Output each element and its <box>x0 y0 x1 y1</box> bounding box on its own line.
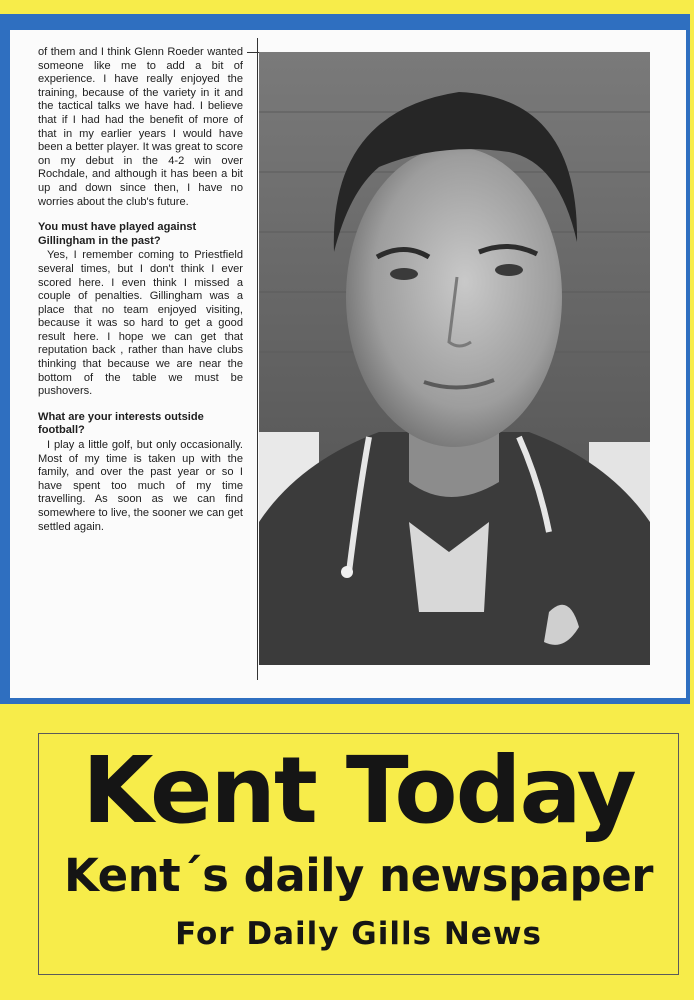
advert-subtitle: Kent´s daily newspaper <box>64 849 653 902</box>
question-heading-2: What are your interests outside football? <box>38 410 204 437</box>
player-portrait-photo <box>259 52 650 665</box>
photo-corner-mark <box>247 52 259 53</box>
advert-title: Kent Today <box>82 737 635 844</box>
question-heading-1: You must have played against Gillingham in the past? <box>38 221 197 247</box>
kent-today-advert <box>38 733 679 975</box>
article-column <box>38 46 243 534</box>
column-divider <box>257 38 258 680</box>
article-intro-paragraph: of them and I think Glenn Roeder wanted someone like me to add a bit of experience. I have really enjoyed the training, because of the variety in it and the tactical talks we have had. I believe that if I had had the benefit of more of that in my earlier years I would have been a better player. It was great to score on my debut in the 4-2 win over Rochdale, and although it has been a bit up and down since then, I have no worries about the club's future. <box>38 46 243 208</box>
answer-paragraph-2: I play a little golf, but only occasionally. Most of my time is taken up with the family, and over the past year or so I have spent too much of my time travelling. As soon as we can find somewhere to live, the sooner we can get settled again. <box>38 439 243 533</box>
advert-tagline: For Daily Gills News <box>175 916 542 952</box>
answer-paragraph-1: Yes, I remember coming to Priestfield several times, but I don't think I ever scored here. I even think I missed a couple of penalties. Gillingham was a place that no team enjoyed visiting, because it was so hard to get a good result here. I hope we can get that reputation back , rather than have clubs thinking that because we are near the bottom of the table we must be pushovers. <box>38 249 243 398</box>
